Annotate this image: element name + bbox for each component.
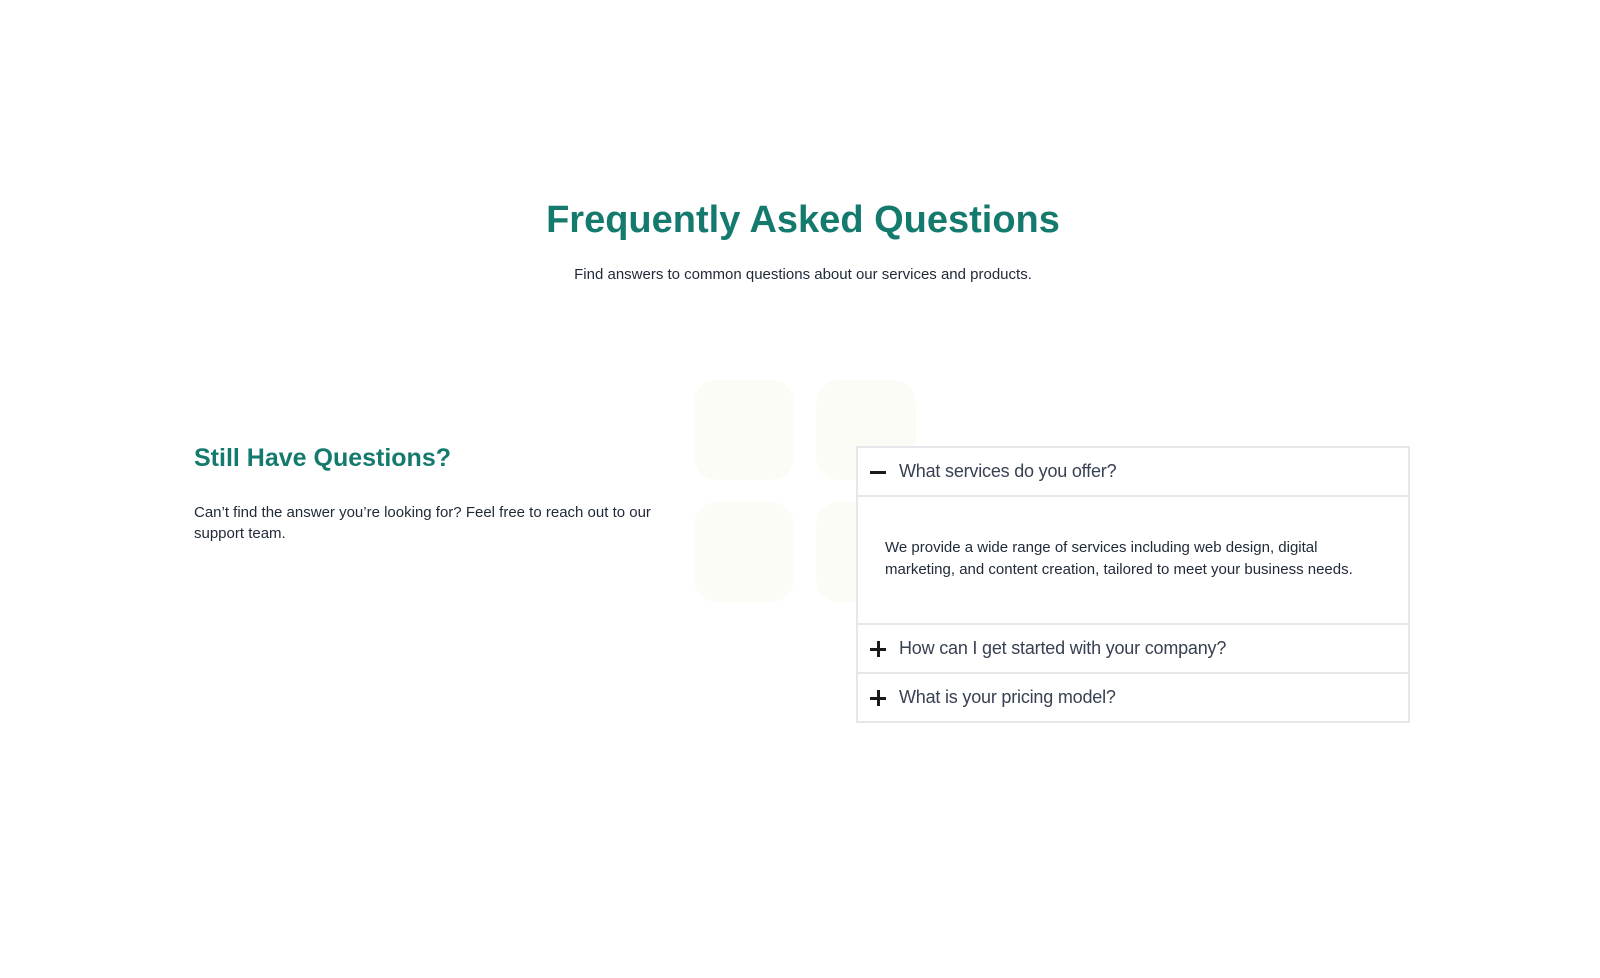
decor-tile xyxy=(694,380,794,480)
faq-answer: We provide a wide range of services including web design, digital marketing, and content creation, tailored to meet your business needs. xyxy=(885,539,1353,578)
faq-question-toggle[interactable] xyxy=(858,625,1408,672)
faq-question-toggle[interactable] xyxy=(858,674,1408,721)
faq-item xyxy=(858,625,1408,674)
decor-tile xyxy=(694,502,794,602)
contact-title: Still Have Questions? xyxy=(194,444,452,472)
plus-icon xyxy=(870,690,886,706)
faq-item xyxy=(858,674,1408,721)
faq-answer-panel xyxy=(858,495,1408,623)
page-subtitle: Find answers to common questions about our services and products. xyxy=(574,266,1032,283)
contact-text: Can’t find the answer you’re looking for? Feel free to reach out to our support team. xyxy=(194,504,651,542)
faq-item xyxy=(858,448,1408,625)
faq-question: How can I get started with your company? xyxy=(899,638,1227,658)
faq-question: What is your pricing model? xyxy=(899,687,1116,707)
faq-question-toggle[interactable] xyxy=(858,448,1408,495)
page-title: Frequently Asked Questions xyxy=(546,199,1060,241)
faq-header xyxy=(0,196,1600,285)
faq-question: What services do you offer? xyxy=(899,461,1117,481)
minus-icon xyxy=(870,464,886,480)
faq-accordion xyxy=(856,446,1410,723)
contact-section xyxy=(194,442,674,544)
plus-icon xyxy=(870,641,886,657)
